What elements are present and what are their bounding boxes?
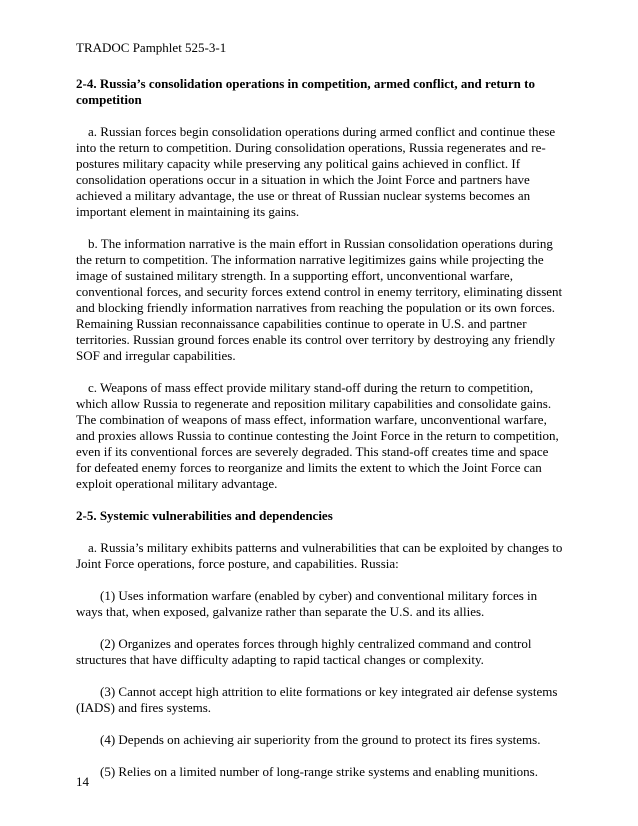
- list-item-5: (5) Relies on a limited number of long-range strike systems and enabling munitions.: [100, 764, 538, 779]
- list-item-3: (3) Cannot accept high attrition to elite formations or key integrated air defense systems (IADS) and fires systems.: [76, 684, 558, 715]
- section-2-4-heading: 2-4. Russia’s consolidation operations in competition, armed conflict, and return to competition: [76, 76, 535, 107]
- section-2-4-para-c: c. Weapons of mass effect provide military stand-off during the return to competition, which allow Russia to regenerate and reposition military capabilities and consolidate gains. The combination of weapons of mass effect, information warfare, unconventional warfare, and proxies allows Russia to continue contesting the Joint Force in the return to competition, even if its conventional forces are severely degraded. This stand-off creates time and space for defeated enemy forces to reorganize and limits the extent to which the Joint Force can exploit operational military advantage.: [76, 380, 559, 491]
- document-header: TRADOC Pamphlet 525-3-1: [76, 40, 227, 55]
- section-2-5-heading: 2-5. Systemic vulnerabilities and dependencies: [76, 508, 333, 523]
- document-body: [76, 76, 566, 796]
- page-number: 14: [76, 774, 89, 789]
- section-2-5-para-a: a. Russia’s military exhibits patterns and vulnerabilities that can be exploited by changes to Joint Force operations, force posture, and capabilities. Russia:: [76, 540, 563, 571]
- section-2-4-para-a: a. Russian forces begin consolidation operations during armed conflict and continue these into the return to competition. During consolidation operations, Russia regenerates and re-postures military capacity while preserving any political gains achieved in conflict. If consolidation operations occur in a situation in which the Joint Force and partners have achieved a military advantage, the use or threat of Russian nuclear systems becomes an important element in maintaining its gains.: [76, 124, 556, 219]
- list-item-4: (4) Depends on achieving air superiority from the ground to protect its fires systems.: [100, 732, 541, 747]
- list-item-2: (2) Organizes and operates forces through highly centralized command and control structures that have difficulty adapting to rapid tactical changes or complexity.: [76, 636, 532, 667]
- section-2-4-para-b: b. The information narrative is the main effort in Russian consolidation operations during the return to competition. The information narrative legitimizes gains while projecting the image of sustained military strength. In a supporting effort, unconventional warfare, conventional forces, and security forces extend control in enemy territory, eliminating dissent and blocking friendly information narratives from reaching the population or its own forces. Remaining Russian reconnaissance capabilities continue to operate in U.S. and partner territories. Russian ground forces enable its control over territory by destroying any friendly SOF and irregular capabilities.: [76, 236, 563, 363]
- list-item-1: (1) Uses information warfare (enabled by cyber) and conventional military forces in ways that, when exposed, galvanize rather than separate the U.S. and its allies.: [76, 588, 538, 619]
